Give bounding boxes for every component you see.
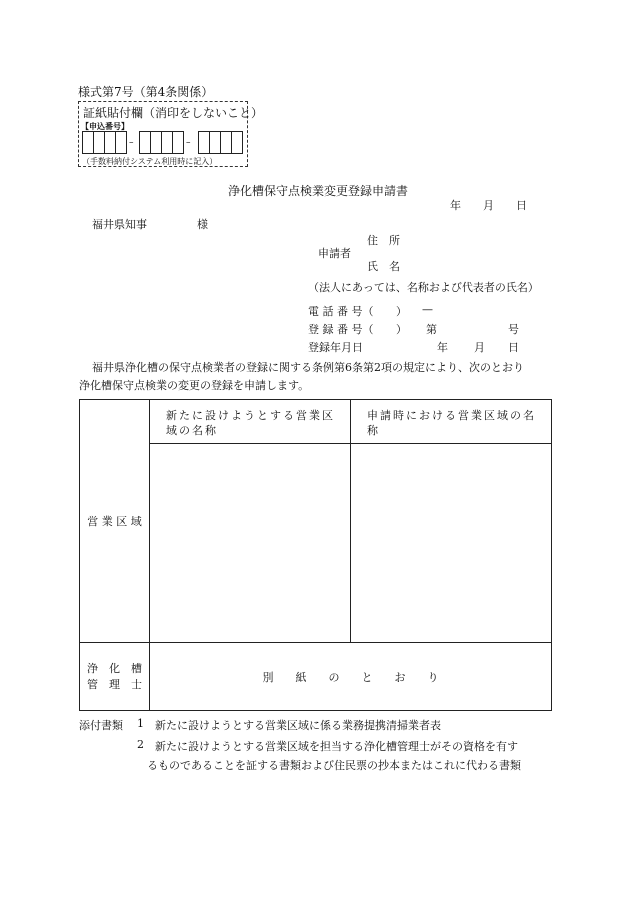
application-number-label: 【申込番号】	[81, 121, 129, 131]
form-number: 様式第7号（第4条関係）	[78, 85, 214, 99]
date-year: 年	[450, 199, 461, 212]
stamp-area-title: 証紙貼付欄（消印をしないこと）	[83, 106, 264, 120]
addressee-name: 福井県知事	[92, 218, 147, 231]
current-area-input[interactable]	[351, 444, 552, 643]
phone-label: 電 話 番 号（	[308, 305, 374, 318]
business-area-label-cell	[80, 400, 150, 643]
registration-date-day: 日	[508, 341, 519, 354]
manager-label-line2: 管 理 士	[87, 677, 142, 691]
body-text-line1: 福井県浄化槽の保守点検業者の登録に関する条例第6条第2項の規定により、次のとおり	[92, 361, 524, 374]
registration-number-dai: 第	[426, 323, 437, 336]
number-cell[interactable]	[115, 131, 127, 154]
attachment-2-text-line2: るものであることを証する書類および住民票の抄本またはこれに代わる書類	[147, 759, 521, 772]
registration-number-label: 登 録 番 号（	[308, 323, 374, 336]
attachment-1-text: 新たに設けようとする営業区域に係る業務提携清掃業者表	[155, 719, 441, 732]
stamp-note: （手数料納付システム利用時に記入）	[82, 157, 218, 166]
date-month: 月	[483, 199, 494, 212]
body-text-line2: 浄化槽保守点検業の変更の登録を申請します。	[79, 379, 310, 392]
manager-value: 別 紙 の と お り	[262, 670, 439, 684]
attachment-2-number: 2	[137, 738, 144, 751]
manager-label-line1: 浄 化 槽	[87, 661, 142, 675]
number-dash: –	[129, 138, 134, 148]
attachment-1-number: 1	[137, 717, 144, 730]
applicant-label: 申請者	[318, 247, 351, 260]
document-title: 浄化槽保守点検業変更登録申請書	[228, 184, 409, 198]
business-area-label: 営 業 区 域	[87, 515, 142, 528]
corporate-note: （法人にあっては、名称および代表者の氏名）	[308, 281, 539, 294]
manager-label-cell	[80, 643, 150, 711]
registration-number-paren: ）	[396, 323, 407, 336]
new-area-header: 新たに設けようとする営業区域の名称	[166, 409, 335, 437]
date-day: 日	[516, 199, 527, 212]
current-area-header: 申請時における営業区域の名称	[367, 409, 536, 437]
registration-date-year: 年	[437, 341, 448, 354]
manager-value-cell	[150, 643, 552, 711]
attachments-label: 添付書類	[79, 719, 123, 732]
number-cell[interactable]	[172, 131, 184, 154]
new-area-header-cell	[150, 400, 351, 444]
addressee-suffix: 様	[197, 218, 208, 231]
phone-dash: —	[422, 303, 433, 316]
registration-date-month: 月	[474, 341, 485, 354]
phone-paren: ）	[396, 305, 407, 318]
registration-number-go: 号	[508, 323, 519, 336]
applicant-address-label: 住 所	[367, 234, 400, 247]
number-cell[interactable]	[231, 131, 243, 154]
applicant-name-label: 氏 名	[367, 260, 400, 273]
number-dash: –	[186, 138, 191, 148]
new-area-input[interactable]	[150, 444, 351, 643]
current-area-header-cell	[351, 400, 552, 444]
business-area-table	[79, 399, 552, 711]
attachment-2-text-line1: 新たに設けようとする営業区域を担当する浄化槽管理士がその資格を有す	[155, 740, 518, 753]
registration-date-label: 登録年月日	[308, 341, 363, 354]
